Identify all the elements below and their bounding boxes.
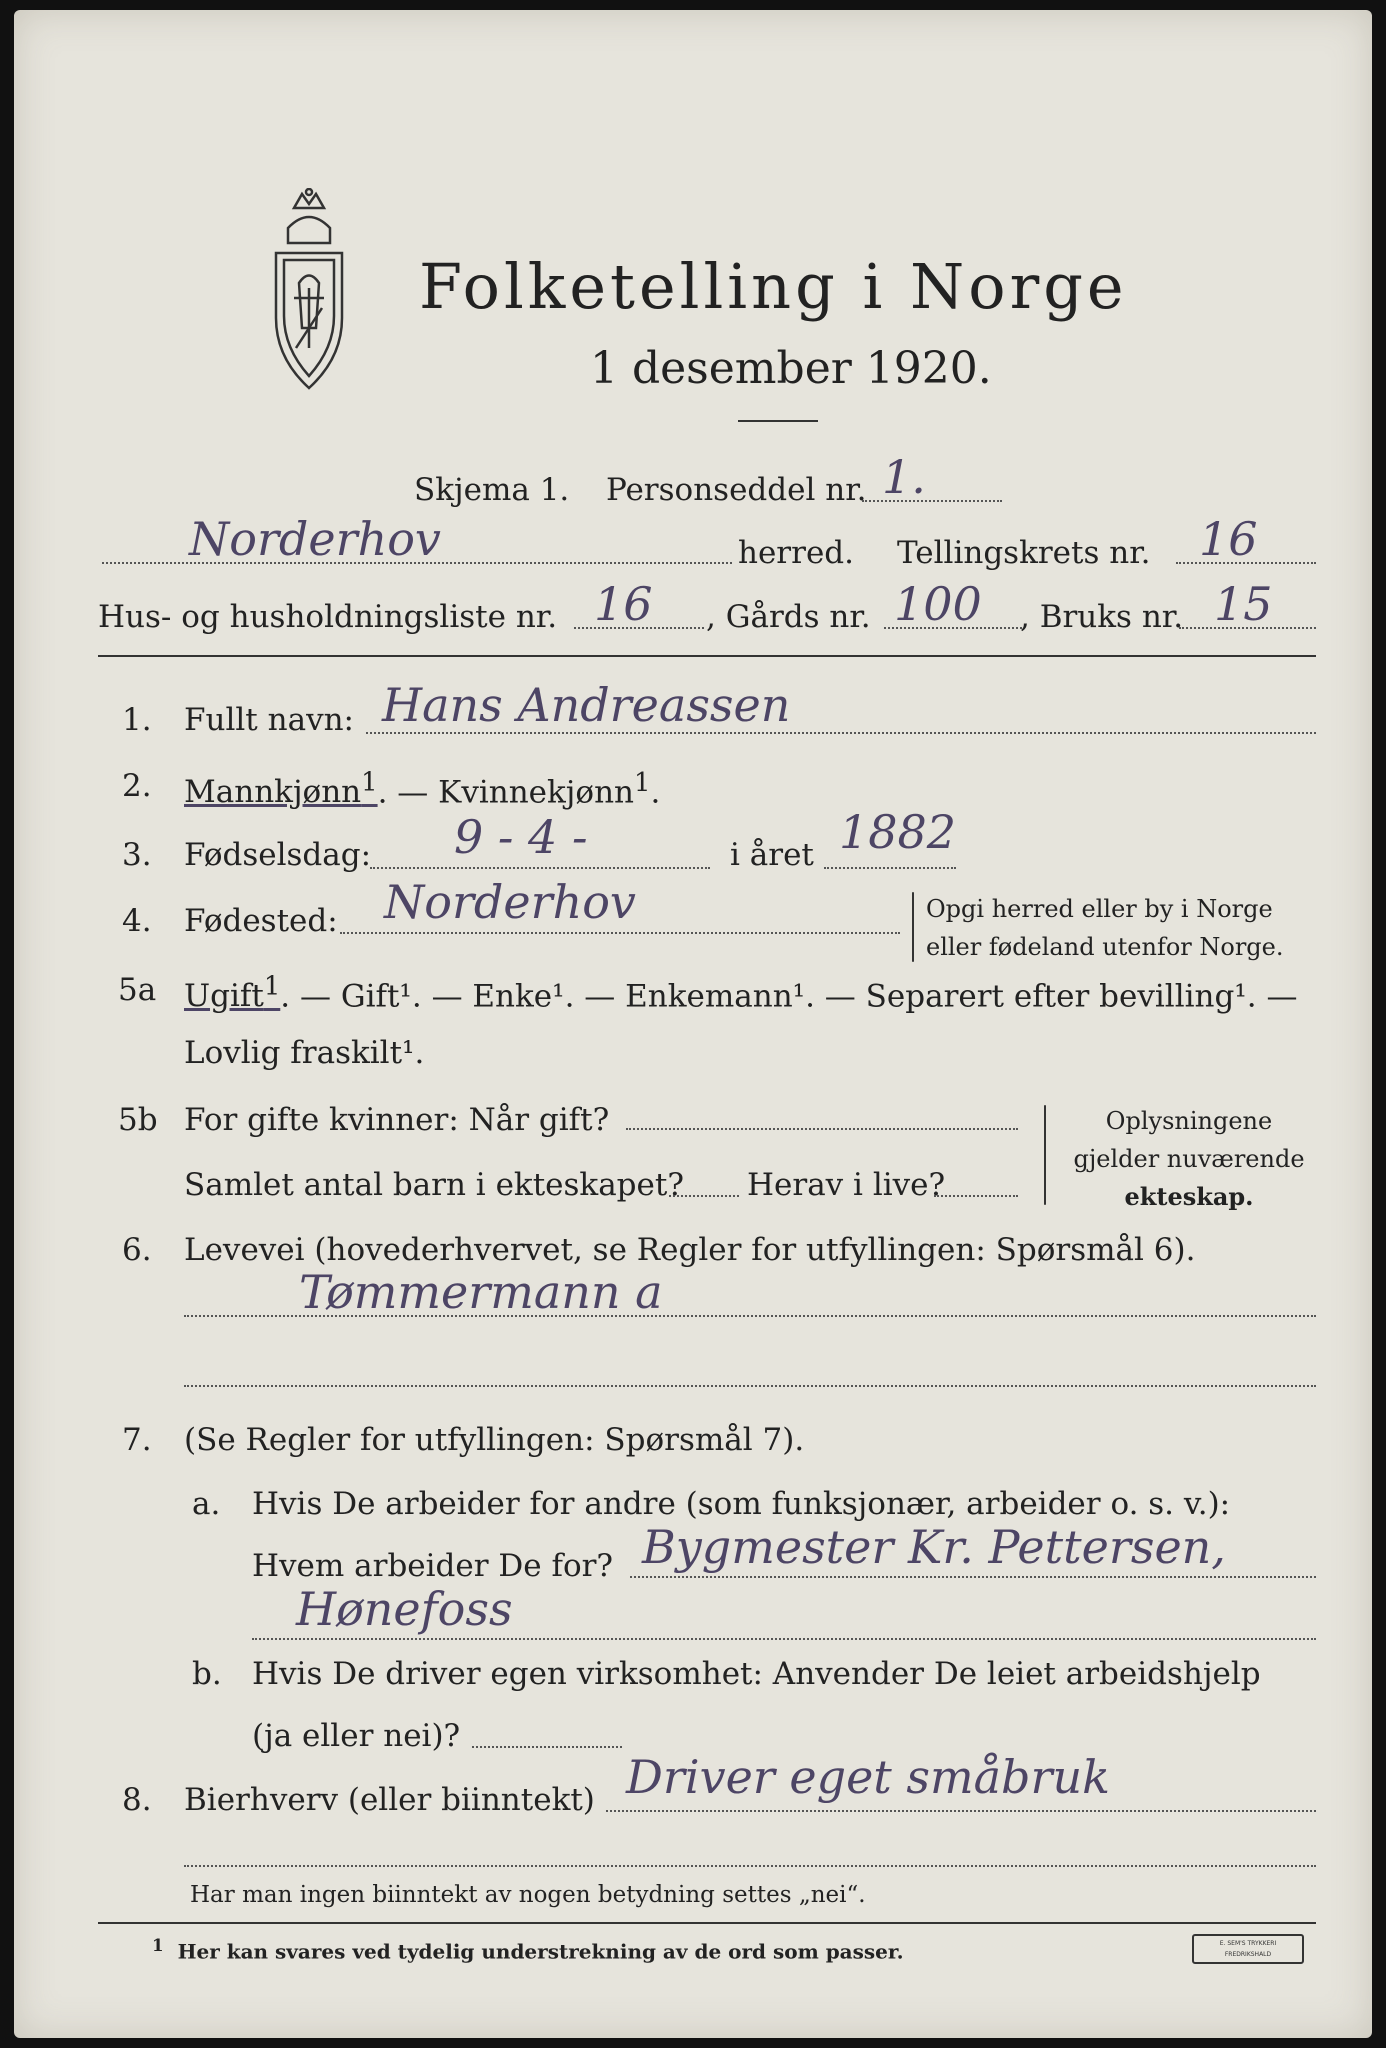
q8-note: Har man ingen biinntekt av nogen betydning settes „nei“. <box>190 1882 866 1908</box>
q3-line <box>370 867 710 869</box>
q1-line <box>366 732 1316 734</box>
bruks-label: , Bruks nr. <box>1020 599 1184 635</box>
hus-label: Hus- og husholdningsliste nr. <box>98 599 558 635</box>
q5b-line3 <box>934 1195 1018 1197</box>
printer-stamp-line2: FREDRIKSHALD <box>1224 1951 1272 1958</box>
printer-stamp <box>1192 1934 1304 1964</box>
q4-number: 4. <box>122 903 152 939</box>
q1-label: Fullt navn: <box>184 702 354 738</box>
q8-label: Bierhverv (eller biinntekt) <box>184 1782 595 1818</box>
bruks-value[interactable]: 15 <box>1214 577 1273 631</box>
footnote-mark: 1 <box>152 1935 164 1955</box>
q7b-letter: b. <box>192 1656 222 1692</box>
q8-number: 8. <box>122 1782 152 1818</box>
employer-value[interactable]: Bygmester Kr. Pettersen, <box>642 1520 1226 1574</box>
q7a-letter: a. <box>192 1486 221 1522</box>
q5a-number: 5a <box>118 972 157 1008</box>
employer-value-line2[interactable]: Hønefoss <box>296 1582 513 1636</box>
birthplace-value[interactable]: Norderhov <box>384 875 636 929</box>
q6-number: 6. <box>122 1232 152 1268</box>
q7a-label: Hvis De arbeider for andre (som funksjonær, arbeider o. s. v.): <box>252 1486 1231 1522</box>
q5b-note-line1: Oplysningene <box>1105 1107 1273 1135</box>
q5b-label3: Herav i live? <box>747 1167 946 1203</box>
footnote <box>152 1935 904 1964</box>
hus-value[interactable]: 16 <box>594 577 653 631</box>
q2-number: 2. <box>122 768 152 804</box>
q5b-note-line3: ekteskap. <box>1124 1182 1254 1211</box>
q4-note-brace <box>912 892 914 962</box>
full-name-value[interactable]: Hans Andreassen <box>382 678 791 732</box>
option-mannkjonn[interactable]: Mannkjønn$^1$ <box>184 768 378 811</box>
birthday-value[interactable]: 9 - 4 - <box>454 810 588 864</box>
q3-label: Fødselsdag: <box>184 837 372 873</box>
form-title: Folketelling i Norge <box>419 250 1128 323</box>
tellingskrets-label: Tellingskrets nr. <box>897 535 1151 571</box>
q5b-note-line2: gjelder nuværende <box>1073 1145 1305 1173</box>
census-date: 1 desember 1920. <box>590 343 992 394</box>
q6-label: Levevei (hovederhvervet, se Regler for utfyllingen: Spørsmål 6). <box>184 1232 1196 1268</box>
gards-value[interactable]: 100 <box>894 577 982 631</box>
q5b-note-brace <box>1044 1105 1046 1205</box>
q5a-options <box>184 972 1297 1014</box>
q7a-line2 <box>252 1638 1316 1640</box>
footer-rule <box>98 1922 1316 1924</box>
q5b-label2: Samlet antal barn i ekteskapet? <box>184 1167 684 1203</box>
q2-options: Mannkjønn$^1$. — Kvinnekjønn$^1$. <box>184 768 661 811</box>
census-form-page <box>14 10 1372 2038</box>
q7-label: (Se Regler for utfyllingen: Spørsmål 7). <box>184 1422 805 1458</box>
q3-year-line <box>824 867 956 869</box>
q7a-label2: Hvem arbeider De for? <box>252 1548 614 1584</box>
tellingskrets-value[interactable]: 16 <box>1199 512 1258 566</box>
q7-number: 7. <box>122 1422 152 1458</box>
skjema-label: Skjema 1. <box>414 472 570 508</box>
q6-line2 <box>184 1385 1316 1387</box>
q4-note-line2: eller fødeland utenfor Norge. <box>926 933 1284 961</box>
q4-note <box>926 890 1284 966</box>
q5b-line2 <box>669 1195 739 1197</box>
q5b-note <box>1059 1102 1319 1216</box>
occupation-value[interactable]: Tømmermann a <box>299 1265 663 1319</box>
q5b-number: 5b <box>118 1102 158 1138</box>
q7b-label: Hvis De driver egen virksomhet: Anvender De leiet arbeidshjelp <box>252 1656 1261 1692</box>
printer-stamp-line1: E. SEM'S TRYKKERI <box>1219 1940 1277 1947</box>
norway-coat-of-arms-icon <box>254 188 364 393</box>
option-ugift[interactable]: Ugift$^1$ <box>184 972 281 1015</box>
q5b-label: For gifte kvinner: Når gift? <box>184 1102 610 1138</box>
personseddel-value[interactable]: 1. <box>882 450 926 504</box>
q2-separator: . — <box>377 774 439 811</box>
q7a-line <box>630 1576 1316 1578</box>
side-income-value[interactable]: Driver eget småbruk <box>626 1750 1110 1804</box>
herred-value[interactable]: Norderhov <box>189 512 441 566</box>
header-rule <box>98 655 1316 657</box>
q7b-line <box>472 1746 622 1748</box>
q8-line <box>606 1810 1316 1812</box>
q8-line2 <box>184 1865 1316 1867</box>
q7b-label2: (ja eller nei)? <box>252 1718 461 1754</box>
mannkjonn-text: Mannkjønn <box>184 774 362 811</box>
footnote-text: Her kan svares ved tydelig understrekning av de ord som passer. <box>177 1939 904 1964</box>
title-divider <box>738 420 818 422</box>
birth-year-value[interactable]: 1882 <box>839 805 957 859</box>
q5b-line <box>626 1128 1018 1130</box>
q1-number: 1. <box>122 702 152 738</box>
personseddel-label: Personseddel nr. <box>606 472 867 508</box>
q6-line <box>184 1315 1316 1317</box>
q4-line <box>340 932 900 934</box>
q3-year-label: i året <box>730 837 814 873</box>
q5a-other-options[interactable]: . — Gift¹. — Enke¹. — Enkemann¹. — Separert efter bevilling¹. — <box>280 978 1298 1015</box>
q3-number: 3. <box>122 837 152 873</box>
q4-label: Fødested: <box>184 903 338 939</box>
gards-label: , Gårds nr. <box>706 599 871 635</box>
herred-label: herred. <box>738 535 854 571</box>
ugift-text: Ugift <box>184 978 264 1015</box>
q2-end: . <box>650 774 661 811</box>
option-kvinnekjonn[interactable]: Kvinnekjønn <box>438 774 635 811</box>
q4-note-line1: Opgi herred eller by i Norge <box>926 895 1273 923</box>
q5a-line2[interactable]: Lovlig fraskilt¹. <box>184 1035 425 1071</box>
